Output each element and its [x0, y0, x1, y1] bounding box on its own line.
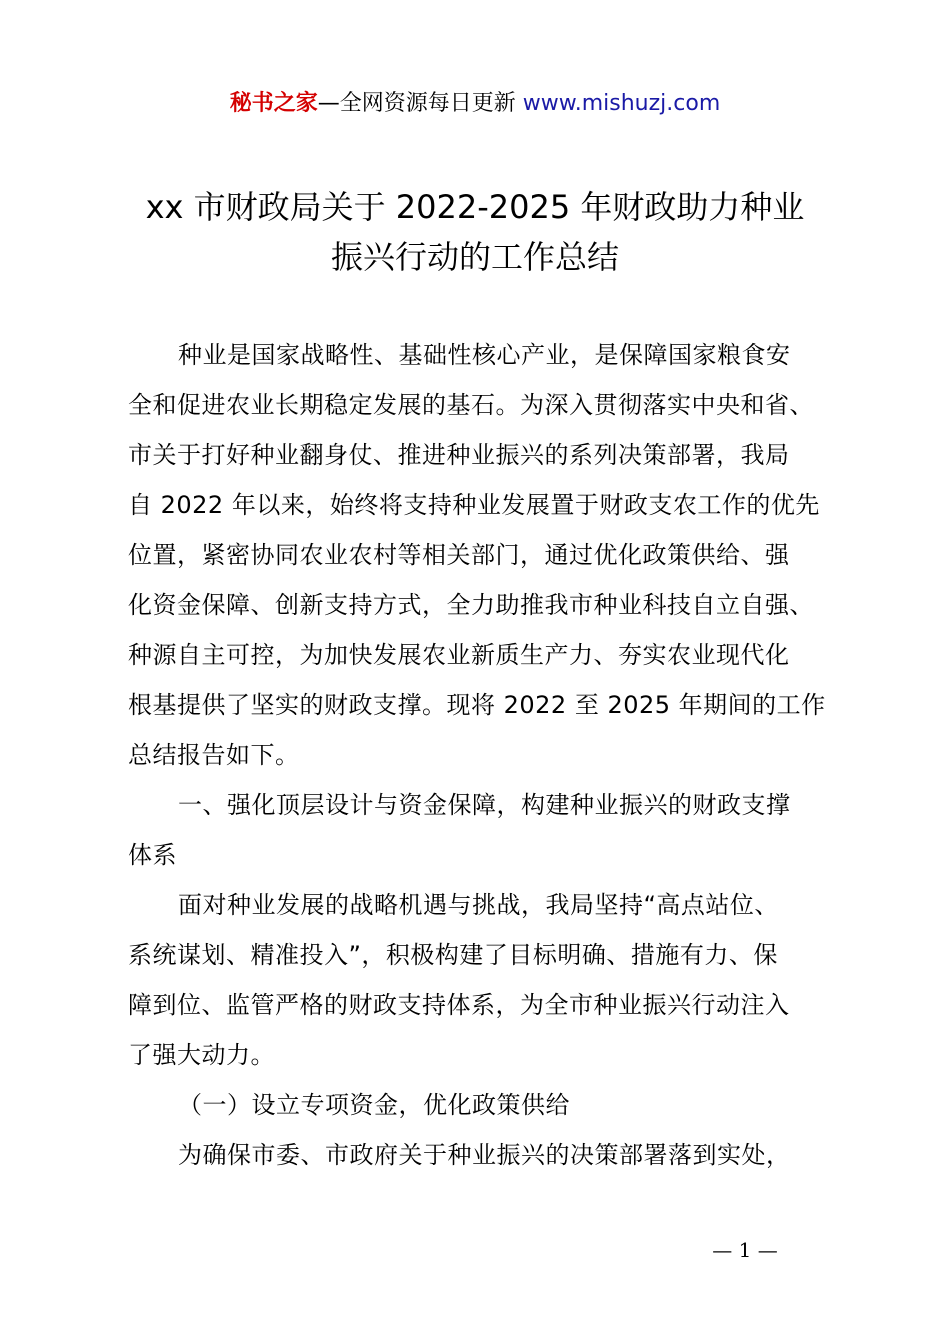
- paragraph-intro-line: 位置，紧密协同农业农村等相关部门，通过优化政策供给、强: [128, 541, 790, 569]
- paragraph-intro-line: 全和促进农业长期稳定发展的基石。为深入贯彻落实中央和省、: [128, 391, 814, 419]
- subsection-heading-1-1: （一）设立专项资金，优化政策供给: [178, 1091, 570, 1119]
- document-title-line-2: 振兴行动的工作总结: [330, 238, 619, 276]
- paragraph-intro-line: 自 2022 年以来，始终将支持种业发展置于财政支农工作的优先: [128, 491, 820, 519]
- document-title: [60, 182, 890, 282]
- paragraph-intro-line: 根基提供了坚实的财政支撑。现将 2022 至 2025 年期间的工作: [128, 691, 826, 719]
- paragraph-section-1-line: 障到位、监管严格的财政支持体系，为全市种业振兴行动注入: [128, 991, 790, 1019]
- paragraph-intro-line: 市关于打好种业翻身仗、推进种业振兴的系列决策部署，我局: [128, 441, 790, 469]
- paragraph-section-1-line: 系统谋划、精准投入”，积极构建了目标明确、措施有力、保: [128, 941, 778, 969]
- paragraph-section-1-line: 面对种业发展的战略机遇与挑战，我局坚持“高点站位、: [178, 891, 779, 919]
- paragraph-intro-line: 种业是国家战略性、基础性核心产业，是保障国家粮食安: [178, 341, 791, 369]
- paragraph-intro-line: 种源自主可控，为加快发展农业新质生产力、夯实农业现代化: [128, 641, 790, 669]
- site-header: [0, 88, 950, 120]
- section-heading-1-line: 体系: [128, 841, 177, 869]
- paragraph-intro-line: 总结报告如下。: [128, 741, 300, 769]
- paragraph-intro-line: 化资金保障、创新支持方式，全力助推我市种业科技自立自强、: [128, 591, 814, 619]
- paragraph-subsection-1-1-line: 为确保市委、市政府关于种业振兴的决策部署落到实处，: [178, 1141, 791, 1169]
- document-body: [128, 330, 834, 1180]
- page-number: — 1 —: [712, 1238, 778, 1262]
- site-brand: 秘书之家: [229, 91, 318, 116]
- document-title-line-1: xx 市财政局关于 2022-2025 年财政助力种业: [145, 188, 805, 226]
- site-url-link[interactable]: www.mishuzj.com: [522, 91, 721, 116]
- paragraph-section-1-line: 了强大动力。: [128, 1041, 275, 1069]
- site-tagline: —全网资源每日更新: [317, 91, 523, 116]
- section-heading-1-line: 一、强化顶层设计与资金保障，构建种业振兴的财政支撑: [178, 791, 791, 819]
